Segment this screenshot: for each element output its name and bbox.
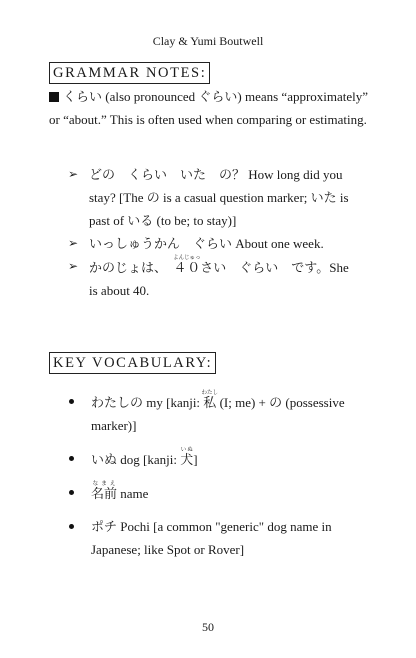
ruby-reading: なまえ — [91, 481, 118, 487]
grammar-paragraph-text: くらい (also pronounced ぐらい) means “approximately” or “about.” This is often used when comparing or estimating. — [49, 89, 369, 127]
list-item — [66, 447, 366, 471]
grammar-paragraph — [49, 85, 379, 131]
example-list — [68, 163, 358, 302]
ruby-base: 私 — [201, 395, 219, 410]
running-head: Clay & Yumi Boutwell — [152, 34, 264, 48]
list-item — [66, 390, 366, 437]
list-item — [68, 255, 358, 302]
vocab-text: ポチ Pochi [a common "generic" dog name in Japanese; like Spot or Rover] — [91, 519, 332, 557]
arrow-bullet-icon: ➢ — [68, 259, 79, 273]
furigana-kanji — [91, 481, 118, 501]
bullet-icon — [69, 456, 74, 461]
example-text-post: さい ぐらい です。She is about 40. — [89, 260, 349, 298]
bullet-icon — [69, 490, 74, 495]
ruby-reading: わたし — [201, 390, 219, 396]
list-item — [68, 232, 358, 255]
list-item — [66, 481, 366, 505]
square-bullet-icon — [49, 92, 59, 102]
grammar-notes-heading: GRAMMAR NOTES: — [49, 62, 210, 84]
vocab-pre: いぬ dog [kanji: — [91, 452, 181, 467]
vocab-post: (I; me) + の (possessive marker)] — [91, 395, 345, 433]
page-number: 50 — [202, 620, 214, 634]
furigana-kanji — [180, 447, 194, 467]
list-item — [66, 515, 366, 561]
furigana-number — [173, 255, 201, 275]
ruby-base: 犬 — [180, 452, 194, 467]
bullet-icon — [69, 524, 74, 529]
list-item — [68, 163, 358, 232]
ruby-base: ４０ — [173, 260, 201, 275]
example-text: いっしゅうかん ぐらい About one week. — [89, 236, 324, 251]
ruby-base: 名前 — [91, 486, 118, 501]
example-text: どの くらい いた の？ How long did you stay? [The の is a casual question marker; いた is past of いる (to be; to stay)] — [89, 167, 349, 228]
ruby-reading: よんじゅっ — [173, 255, 201, 261]
vocab-post: ] — [193, 452, 198, 467]
arrow-bullet-icon: ➢ — [68, 167, 79, 181]
vocab-pre: わたしの my [kanji: — [91, 395, 204, 410]
key-vocabulary-heading: KEY VOCABULARY: — [49, 352, 216, 374]
bullet-icon — [69, 399, 74, 404]
vocab-list — [66, 390, 366, 561]
furigana-kanji — [201, 390, 219, 410]
example-text-pre: かのじょは、 — [89, 260, 174, 275]
arrow-bullet-icon: ➢ — [68, 236, 79, 250]
vocab-post: name — [117, 486, 149, 501]
ruby-reading: いぬ — [180, 447, 194, 453]
